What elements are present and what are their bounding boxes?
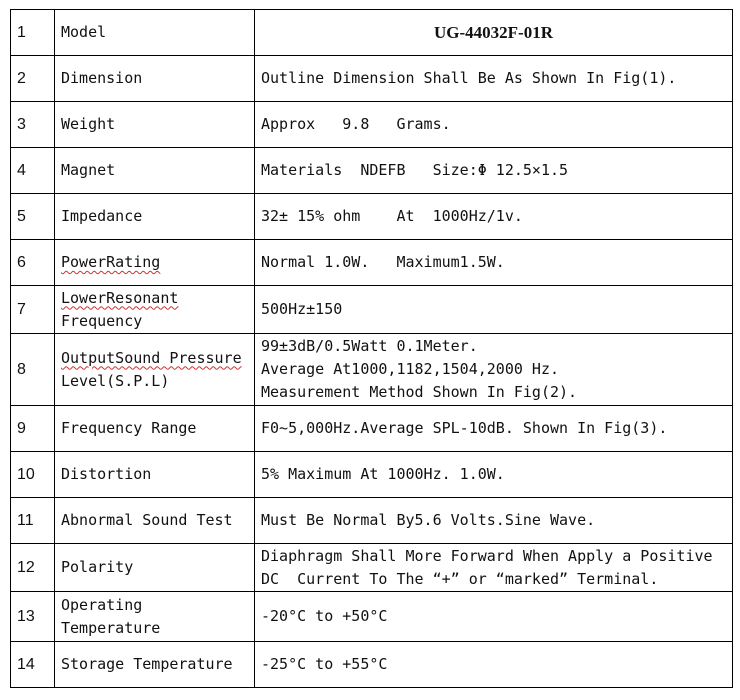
- table-row: [11, 102, 733, 148]
- value-cell: UG-44032F-01R: [255, 10, 733, 56]
- value-cell: F0~5,000Hz.Average SPL-10dB. Shown In Fig(3).: [255, 406, 733, 452]
- row-number: 10: [11, 452, 55, 498]
- item-cell: PowerRating: [55, 240, 255, 286]
- table-row: [11, 240, 733, 286]
- table-row: [11, 286, 733, 334]
- table-row: [11, 194, 733, 240]
- value-cell: 99±3dB/0.5Watt 0.1Meter. Average At1000,1182,1504,2000 Hz. Measurement Method Shown In Fig(2).: [255, 334, 733, 406]
- row-number: 12: [11, 544, 55, 592]
- item-cell: OutputSound Pressure Level(S.P.L): [55, 334, 255, 406]
- row-number: 3: [11, 102, 55, 148]
- row-number: 13: [11, 592, 55, 642]
- value-cell: 500Hz±150: [255, 286, 733, 334]
- row-number: 6: [11, 240, 55, 286]
- row-number: 1: [11, 10, 55, 56]
- item-cell: Storage Temperature: [55, 642, 255, 688]
- item-cell: LowerResonant Frequency: [55, 286, 255, 334]
- row-number: 7: [11, 286, 55, 334]
- value-cell: Normal 1.0W. Maximum1.5W.: [255, 240, 733, 286]
- item-cell: Operating Temperature: [55, 592, 255, 642]
- table-row: [11, 452, 733, 498]
- row-number: 14: [11, 642, 55, 688]
- table-row: [11, 334, 733, 406]
- value-cell: Must Be Normal By5.6 Volts.Sine Wave.: [255, 498, 733, 544]
- row-number: 5: [11, 194, 55, 240]
- item-cell: Weight: [55, 102, 255, 148]
- item-cell: Abnormal Sound Test: [55, 498, 255, 544]
- item-cell: Frequency Range: [55, 406, 255, 452]
- item-cell: Model: [55, 10, 255, 56]
- row-number: 2: [11, 56, 55, 102]
- table-row: [11, 10, 733, 56]
- table-row: [11, 56, 733, 102]
- value-cell: Outline Dimension Shall Be As Shown In Fig(1).: [255, 56, 733, 102]
- table-row: [11, 544, 733, 592]
- item-cell: Dimension: [55, 56, 255, 102]
- table-row: [11, 498, 733, 544]
- value-cell: Materials NDEFB Size:Φ 12.5×1.5: [255, 148, 733, 194]
- value-cell: -20°C to +50°C: [255, 592, 733, 642]
- row-number: 11: [11, 498, 55, 544]
- item-cell: Impedance: [55, 194, 255, 240]
- value-cell: Approx 9.8 Grams.: [255, 102, 733, 148]
- value-cell: -25°C to +55°C: [255, 642, 733, 688]
- table-row: [11, 642, 733, 688]
- value-cell: 32± 15% ohm At 1000Hz/1v.: [255, 194, 733, 240]
- item-cell: Magnet: [55, 148, 255, 194]
- table-row: [11, 406, 733, 452]
- table-row: [11, 592, 733, 642]
- value-cell: Diaphragm Shall More Forward When Apply a Positive DC Current To The “+” or “marked” Terminal.: [255, 544, 733, 592]
- table-row: [11, 148, 733, 194]
- value-cell: 5% Maximum At 1000Hz. 1.0W.: [255, 452, 733, 498]
- row-number: 9: [11, 406, 55, 452]
- item-cell: Distortion: [55, 452, 255, 498]
- spec-table: [10, 9, 733, 688]
- row-number: 4: [11, 148, 55, 194]
- row-number: 8: [11, 334, 55, 406]
- item-cell: Polarity: [55, 544, 255, 592]
